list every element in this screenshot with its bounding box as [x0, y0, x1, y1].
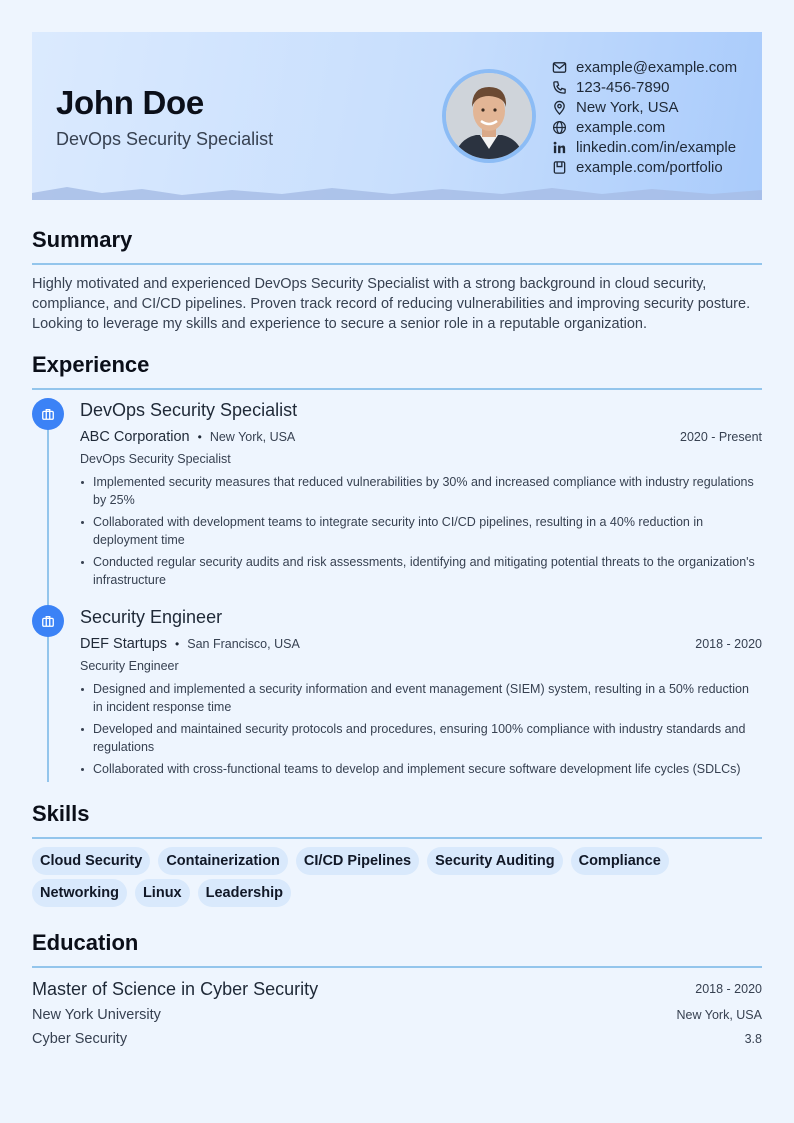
resume-header	[32, 32, 762, 200]
list-item: Developed and maintained security protocols and procedures, ensuring 100% compliance with industry standards and regulations	[80, 720, 762, 756]
candidate-name: John Doe	[56, 84, 204, 121]
skill-chip: Compliance	[571, 847, 669, 875]
list-item: Conducted regular security audits and risk assessments, identifying and mitigating potential threats to the organization's infrastructure	[80, 553, 762, 589]
job-company: DEF Startups	[80, 636, 168, 652]
contact-phone-text: 123-456-7890	[576, 78, 670, 96]
contact-portfolio[interactable]	[552, 157, 737, 177]
education-divider	[32, 966, 762, 968]
skill-chip: Security Auditing	[427, 847, 563, 875]
education-field: Cyber Security	[32, 1031, 128, 1047]
timeline-marker	[32, 605, 64, 637]
job-company-line	[80, 429, 295, 445]
contact-linkedin-text: linkedin.com/in/example	[576, 138, 737, 156]
skill-chip: Linux	[135, 879, 190, 907]
education-school: New York University	[32, 1007, 161, 1023]
list-item: Designed and implemented a security information and event management (SIEM) system, resulting in a 50% reduction in incident response time	[80, 680, 762, 716]
skill-chip: Cloud Security	[32, 847, 150, 875]
portfolio-icon	[552, 160, 567, 175]
contact-website-text: example.com	[576, 118, 666, 136]
contact-email[interactable]	[552, 57, 737, 77]
separator-dot: •	[175, 637, 180, 651]
skill-chip: Containerization	[158, 847, 288, 875]
header-wave-decoration	[32, 184, 762, 200]
summary-divider	[32, 263, 762, 265]
job-location: New York, USA	[209, 430, 296, 444]
contact-linkedin[interactable]	[552, 137, 737, 157]
linkedin-icon	[552, 140, 567, 155]
job-title: Security Engineer	[80, 607, 223, 627]
briefcase-icon	[41, 407, 55, 421]
skill-chip: CI/CD Pipelines	[296, 847, 419, 875]
contact-list	[552, 57, 737, 177]
contact-portfolio-text: example.com/portfolio	[576, 158, 723, 176]
summary-text: Highly motivated and experienced DevOps Security Specialist with a strong background in cloud security, compliance, and CI/CD pipelines. Proven track record of reducing vulnerabilities and improving security posture. Looking to leverage my skills and experience to secure a senior role in a reputable organization.	[32, 276, 751, 332]
globe-icon	[552, 120, 567, 135]
education-heading: Education	[32, 930, 139, 955]
job-company-line	[80, 636, 300, 652]
profile-photo	[442, 69, 536, 163]
education-location: New York, USA	[676, 1008, 762, 1022]
education-gpa: 3.8	[744, 1032, 762, 1046]
job-title: DevOps Security Specialist	[80, 400, 298, 420]
summary-heading: Summary	[32, 227, 133, 252]
contact-phone[interactable]	[552, 77, 737, 97]
briefcase-icon	[41, 614, 55, 628]
list-item: Implemented security measures that reduced vulnerabilities by 30% and increased compliance with industry regulations by 25%	[80, 473, 762, 509]
mail-icon	[552, 60, 567, 75]
contact-location-text: New York, USA	[576, 98, 679, 116]
contact-email-text: example@example.com	[576, 58, 738, 76]
map-pin-icon	[552, 100, 567, 115]
job-bullet-list	[80, 680, 762, 782]
education-degree: Master of Science in Cyber Security	[32, 979, 319, 999]
phone-icon	[552, 80, 567, 95]
list-item: Collaborated with cross-functional teams to develop and implement secure software development life cycles (SDLCs)	[80, 760, 762, 778]
job-dates: 2018 - 2020	[695, 637, 762, 651]
skills-divider	[32, 837, 762, 839]
list-item: Collaborated with development teams to integrate security into CI/CD pipelines, resulting in a 40% reduction in deployment time	[80, 513, 762, 549]
contact-website[interactable]	[552, 117, 737, 137]
education-dates: 2018 - 2020	[695, 982, 762, 996]
job-company: ABC Corporation	[80, 429, 190, 445]
timeline-marker	[32, 398, 64, 430]
experience-heading: Experience	[32, 352, 150, 377]
skill-chip: Networking	[32, 879, 127, 907]
job-dates: 2020 - Present	[680, 430, 762, 444]
skill-chip: Leadership	[198, 879, 291, 907]
job-subtitle: Security Engineer	[80, 659, 179, 673]
experience-timeline	[47, 414, 49, 782]
separator-dot: •	[197, 430, 202, 444]
job-bullet-list	[80, 473, 762, 593]
experience-divider	[32, 388, 762, 390]
skills-list	[32, 847, 762, 907]
contact-location	[552, 97, 737, 117]
candidate-title: DevOps Security Specialist	[56, 129, 274, 149]
skills-heading: Skills	[32, 801, 90, 826]
job-location: San Francisco, USA	[187, 637, 300, 651]
job-subtitle: DevOps Security Specialist	[80, 452, 231, 466]
